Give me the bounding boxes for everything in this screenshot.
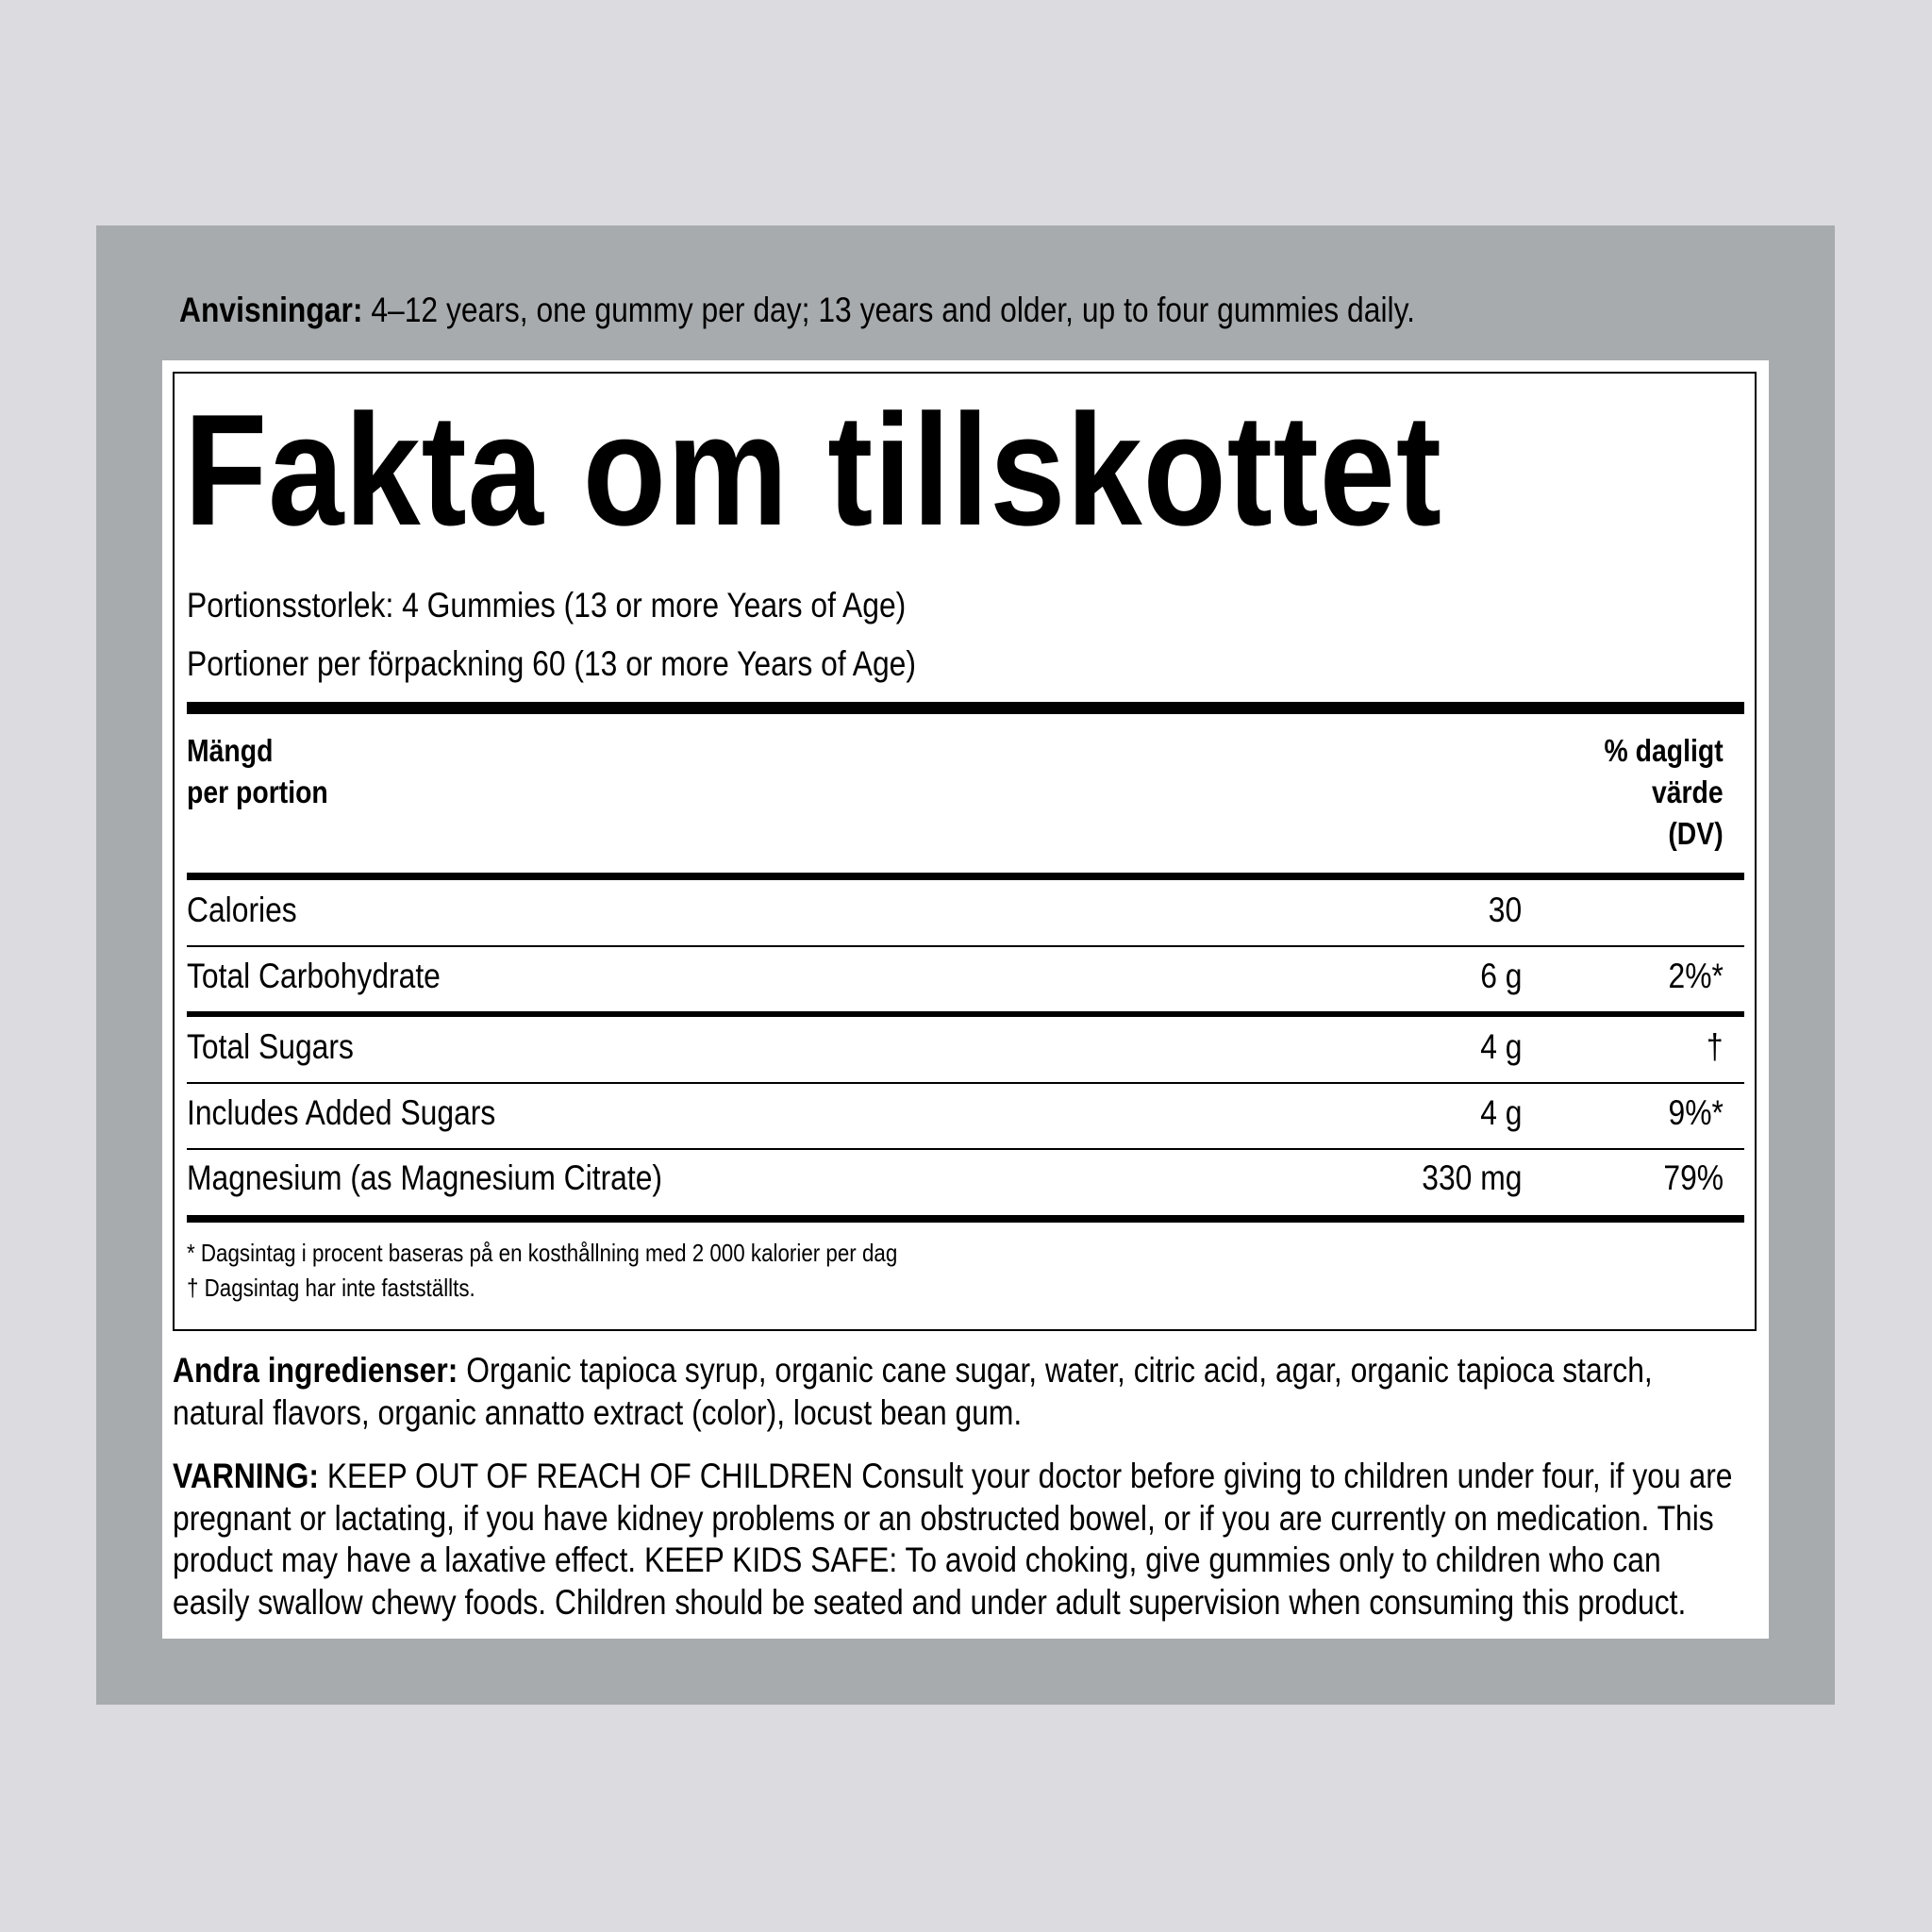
header-left-line-1: Mängd: [187, 733, 274, 768]
nutrient-dv-added-sugars: 9%*: [1668, 1093, 1724, 1132]
thick-rule-top: [187, 702, 1744, 714]
nutrient-amount-magnesium: 330 mg: [1421, 1158, 1522, 1197]
directions-body: 4–12 years, one gummy per day; 13 years and older, up to four gummies daily.: [362, 291, 1415, 329]
facts-title: Fakta om tillskottet: [184, 381, 1442, 558]
footnote-not-established: † Dagsintag har inte fastställts.: [187, 1274, 475, 1302]
serving-size: Portionsstorlek: 4 Gummies (13 or more Years of Age): [187, 586, 907, 625]
nutrient-name-magnesium: Magnesium (as Magnesium Citrate): [187, 1158, 663, 1197]
nutrient-dv-magnesium: 79%: [1663, 1158, 1724, 1197]
header-right-line-1: % dagligt: [1604, 733, 1724, 768]
nutrient-amount-calories: 30: [1488, 891, 1522, 929]
header-left-line-2: per portion: [187, 774, 328, 809]
header-right-line-3: (DV): [1668, 816, 1724, 851]
nutrient-amount-total-sugars: 4 g: [1479, 1027, 1522, 1066]
warning-body: KEEP OUT OF REACH OF CHILDREN Consult your doctor before giving to children under four, if you are pregnant or lactating, if you have kidney problems or an obstructed bowel, or if you are currently on medication. This product may have a laxative effect. KEEP KIDS SAFE: To avoid choking, give gummies only to children who can easily swallow chewy foods. Children should be seated and under adult supervision when consuming this product.: [173, 1457, 1733, 1622]
nutrient-name-total-carbohydrate: Total Carbohydrate: [187, 957, 441, 995]
nutrient-dv-total-sugars: †: [1707, 1027, 1724, 1066]
nutrient-amount-added-sugars: 4 g: [1479, 1093, 1522, 1132]
row-divider: [187, 1082, 1744, 1084]
warning-text: [173, 1456, 1739, 1624]
row-divider: [187, 945, 1744, 947]
nutrient-name-added-sugars: Includes Added Sugars: [187, 1093, 496, 1132]
ingredients-label: Andra ingredienser:: [173, 1351, 458, 1390]
directions-label: Anvisningar:: [179, 291, 363, 329]
warning-label: VARNING:: [173, 1457, 319, 1495]
nutrient-name-total-sugars: Total Sugars: [187, 1027, 354, 1066]
header-right-line-2: värde: [1652, 774, 1724, 809]
thick-rule-bottom: [187, 1215, 1744, 1223]
thick-rule-header: [187, 873, 1744, 880]
footnote-daily-value: * Dagsintag i procent baseras på en kosthållning med 2 000 kalorier per dag: [187, 1239, 898, 1267]
nutrient-dv-total-carbohydrate: 2%*: [1668, 957, 1724, 995]
nutrient-amount-total-carbohydrate: 6 g: [1479, 957, 1522, 995]
ingredients-body: Organic tapioca syrup, organic cane sugar, water, citric acid, agar, organic tapioca starch, natural flavors, organic annatto extract (color), locust bean gum.: [173, 1351, 1653, 1432]
directions-text: [179, 288, 1415, 333]
supplement-facts-panel: [173, 372, 1757, 1331]
nutrient-name-calories: Calories: [187, 891, 297, 929]
servings-per-container: Portioner per förpackning 60 (13 or more Years of Age): [187, 644, 916, 683]
daily-value-header: [1605, 730, 1724, 855]
other-ingredients: [173, 1350, 1739, 1434]
row-divider-thick: [187, 1011, 1744, 1017]
row-divider: [187, 1148, 1744, 1150]
amount-per-serving-header: [187, 730, 328, 813]
